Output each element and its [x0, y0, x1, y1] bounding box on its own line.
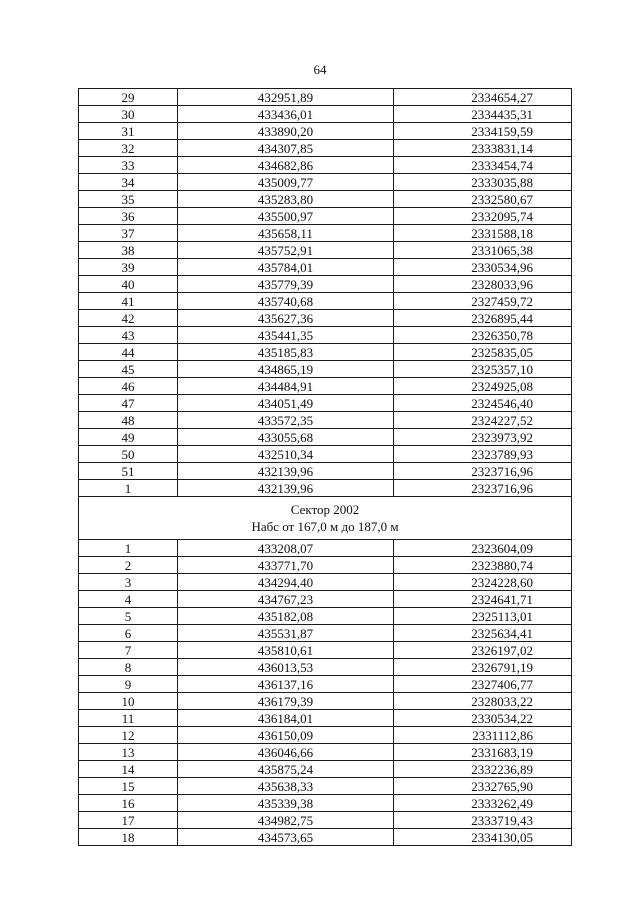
table-row	[79, 676, 572, 693]
y-coordinate-cell: 2327459,72	[394, 293, 572, 310]
table-row	[79, 106, 572, 123]
table-row	[79, 412, 572, 429]
x-coordinate-cell: 433572,35	[178, 412, 394, 429]
x-coordinate-cell: 432951,89	[178, 89, 394, 106]
rows-before-section	[79, 89, 572, 497]
table-row	[79, 625, 572, 642]
table-row	[79, 429, 572, 446]
point-number-cell: 1	[79, 480, 178, 497]
table-row	[79, 761, 572, 778]
point-number-cell: 35	[79, 191, 178, 208]
table-row	[79, 727, 572, 744]
x-coordinate-cell: 436150,09	[178, 727, 394, 744]
point-number-cell: 31	[79, 123, 178, 140]
section-height-range: Набс от 167,0 м до 187,0 м	[251, 519, 399, 534]
point-number-cell: 14	[79, 761, 178, 778]
point-number-cell: 6	[79, 625, 178, 642]
y-coordinate-cell: 2332095,74	[394, 208, 572, 225]
table-row	[79, 276, 572, 293]
y-coordinate-cell: 2324546,40	[394, 395, 572, 412]
y-coordinate-cell: 2333035,88	[394, 174, 572, 191]
point-number-cell: 1	[79, 540, 178, 557]
table-row	[79, 310, 572, 327]
point-number-cell: 9	[79, 676, 178, 693]
table-row	[79, 591, 572, 608]
point-number-cell: 41	[79, 293, 178, 310]
table-row	[79, 89, 572, 106]
point-number-cell: 16	[79, 795, 178, 812]
x-coordinate-cell: 433208,07	[178, 540, 394, 557]
x-coordinate-cell: 435740,68	[178, 293, 394, 310]
y-coordinate-cell: 2331588,18	[394, 225, 572, 242]
point-number-cell: 10	[79, 693, 178, 710]
y-coordinate-cell: 2323716,96	[394, 480, 572, 497]
x-coordinate-cell: 432139,96	[178, 480, 394, 497]
point-number-cell: 18	[79, 829, 178, 846]
y-coordinate-cell: 2334159,59	[394, 123, 572, 140]
x-coordinate-cell: 436137,16	[178, 676, 394, 693]
y-coordinate-cell: 2334130,05	[394, 829, 572, 846]
section-title: Сектор 2002	[290, 502, 360, 517]
y-coordinate-cell: 2326791,19	[394, 659, 572, 676]
x-coordinate-cell: 434573,65	[178, 829, 394, 846]
section-header	[79, 497, 572, 540]
point-number-cell: 34	[79, 174, 178, 191]
x-coordinate-cell: 434484,91	[178, 378, 394, 395]
y-coordinate-cell: 2333719,43	[394, 812, 572, 829]
point-number-cell: 11	[79, 710, 178, 727]
table-row	[79, 557, 572, 574]
x-coordinate-cell: 436184,01	[178, 710, 394, 727]
table-row	[79, 693, 572, 710]
table-row	[79, 157, 572, 174]
x-coordinate-cell: 435875,24	[178, 761, 394, 778]
point-number-cell: 32	[79, 140, 178, 157]
point-number-cell: 8	[79, 659, 178, 676]
point-number-cell: 45	[79, 361, 178, 378]
point-number-cell: 48	[79, 412, 178, 429]
table-row	[79, 123, 572, 140]
point-number-cell: 3	[79, 574, 178, 591]
x-coordinate-cell: 432510,34	[178, 446, 394, 463]
table-row	[79, 744, 572, 761]
x-coordinate-cell: 434294,40	[178, 574, 394, 591]
y-coordinate-cell: 2323973,92	[394, 429, 572, 446]
page-number: 64	[313, 62, 327, 77]
x-coordinate-cell: 434767,23	[178, 591, 394, 608]
table-row	[79, 812, 572, 829]
table-row	[79, 540, 572, 557]
point-number-cell: 36	[79, 208, 178, 225]
table-row	[79, 463, 572, 480]
table-row	[79, 327, 572, 344]
y-coordinate-cell: 2323789,93	[394, 446, 572, 463]
y-coordinate-cell: 2326350,78	[394, 327, 572, 344]
y-coordinate-cell: 2334435,31	[394, 106, 572, 123]
y-coordinate-cell: 2323716,96	[394, 463, 572, 480]
y-coordinate-cell: 2333262,49	[394, 795, 572, 812]
x-coordinate-cell: 433055,68	[178, 429, 394, 446]
point-number-cell: 4	[79, 591, 178, 608]
point-number-cell: 5	[79, 608, 178, 625]
table-row	[79, 191, 572, 208]
section-header-group	[79, 497, 572, 540]
y-coordinate-cell: 2327406,77	[394, 676, 572, 693]
point-number-cell: 7	[79, 642, 178, 659]
y-coordinate-cell: 2326895,44	[394, 310, 572, 327]
point-number-cell: 2	[79, 557, 178, 574]
point-number-cell: 38	[79, 242, 178, 259]
point-number-cell: 42	[79, 310, 178, 327]
table-row	[79, 225, 572, 242]
x-coordinate-cell: 436013,53	[178, 659, 394, 676]
y-coordinate-cell: 2331065,38	[394, 242, 572, 259]
y-coordinate-cell: 2325113,01	[394, 608, 572, 625]
x-coordinate-cell: 435182,08	[178, 608, 394, 625]
x-coordinate-cell: 432139,96	[178, 463, 394, 480]
x-coordinate-cell: 435283,80	[178, 191, 394, 208]
point-number-cell: 43	[79, 327, 178, 344]
y-coordinate-cell: 2332236,89	[394, 761, 572, 778]
x-coordinate-cell: 434682,86	[178, 157, 394, 174]
x-coordinate-cell: 433771,70	[178, 557, 394, 574]
x-coordinate-cell: 433436,01	[178, 106, 394, 123]
x-coordinate-cell: 435531,87	[178, 625, 394, 642]
point-number-cell: 44	[79, 344, 178, 361]
x-coordinate-cell: 435638,33	[178, 778, 394, 795]
point-number-cell: 13	[79, 744, 178, 761]
table-row	[79, 174, 572, 191]
x-coordinate-cell: 434051,49	[178, 395, 394, 412]
table-row	[79, 829, 572, 846]
table-row	[79, 293, 572, 310]
y-coordinate-cell: 2331683,19	[394, 744, 572, 761]
table-row	[79, 208, 572, 225]
y-coordinate-cell: 2324227,52	[394, 412, 572, 429]
x-coordinate-cell: 435752,91	[178, 242, 394, 259]
table-row	[79, 344, 572, 361]
x-coordinate-cell: 435009,77	[178, 174, 394, 191]
table-row	[79, 574, 572, 591]
point-number-cell: 40	[79, 276, 178, 293]
x-coordinate-cell: 435500,97	[178, 208, 394, 225]
point-number-cell: 15	[79, 778, 178, 795]
point-number-cell: 51	[79, 463, 178, 480]
point-number-cell: 47	[79, 395, 178, 412]
x-coordinate-cell: 435779,39	[178, 276, 394, 293]
table-row	[79, 259, 572, 276]
y-coordinate-cell: 2323880,74	[394, 557, 572, 574]
table-row	[79, 642, 572, 659]
point-number-cell: 33	[79, 157, 178, 174]
point-number-cell: 37	[79, 225, 178, 242]
x-coordinate-cell: 434982,75	[178, 812, 394, 829]
table-row	[79, 659, 572, 676]
x-coordinate-cell: 435441,35	[178, 327, 394, 344]
x-coordinate-cell: 435784,01	[178, 259, 394, 276]
y-coordinate-cell: 2330534,96	[394, 259, 572, 276]
table-row	[79, 778, 572, 795]
x-coordinate-cell: 435658,11	[178, 225, 394, 242]
point-number-cell: 39	[79, 259, 178, 276]
table-row	[79, 480, 572, 497]
coordinates-table	[78, 88, 572, 846]
point-number-cell: 29	[79, 89, 178, 106]
y-coordinate-cell: 2330534,22	[394, 710, 572, 727]
y-coordinate-cell: 2334654,27	[394, 89, 572, 106]
table-row	[79, 710, 572, 727]
y-coordinate-cell: 2331112,86	[394, 727, 572, 744]
table-row	[79, 608, 572, 625]
y-coordinate-cell: 2332580,67	[394, 191, 572, 208]
y-coordinate-cell: 2325634,41	[394, 625, 572, 642]
y-coordinate-cell: 2325835,05	[394, 344, 572, 361]
table-row	[79, 242, 572, 259]
x-coordinate-cell: 434307,85	[178, 140, 394, 157]
y-coordinate-cell: 2324641,71	[394, 591, 572, 608]
table-row	[79, 795, 572, 812]
y-coordinate-cell: 2332765,90	[394, 778, 572, 795]
table-row	[79, 140, 572, 157]
x-coordinate-cell: 436179,39	[178, 693, 394, 710]
y-coordinate-cell: 2324925,08	[394, 378, 572, 395]
x-coordinate-cell: 435627,36	[178, 310, 394, 327]
table-row	[79, 361, 572, 378]
y-coordinate-cell: 2333831,14	[394, 140, 572, 157]
x-coordinate-cell: 435185,83	[178, 344, 394, 361]
y-coordinate-cell: 2328033,96	[394, 276, 572, 293]
point-number-cell: 46	[79, 378, 178, 395]
table-row	[79, 395, 572, 412]
point-number-cell: 17	[79, 812, 178, 829]
point-number-cell: 49	[79, 429, 178, 446]
x-coordinate-cell: 436046,66	[178, 744, 394, 761]
point-number-cell: 12	[79, 727, 178, 744]
table-row	[79, 378, 572, 395]
x-coordinate-cell: 435339,38	[178, 795, 394, 812]
point-number-cell: 30	[79, 106, 178, 123]
x-coordinate-cell: 435810,61	[178, 642, 394, 659]
x-coordinate-cell: 434865,19	[178, 361, 394, 378]
y-coordinate-cell: 2324228,60	[394, 574, 572, 591]
point-number-cell: 50	[79, 446, 178, 463]
x-coordinate-cell: 433890,20	[178, 123, 394, 140]
y-coordinate-cell: 2328033,22	[394, 693, 572, 710]
section-header-row	[79, 497, 572, 540]
y-coordinate-cell: 2333454,74	[394, 157, 572, 174]
y-coordinate-cell: 2323604,09	[394, 540, 572, 557]
y-coordinate-cell: 2326197,02	[394, 642, 572, 659]
table-row	[79, 446, 572, 463]
rows-after-section	[79, 540, 572, 846]
y-coordinate-cell: 2325357,10	[394, 361, 572, 378]
